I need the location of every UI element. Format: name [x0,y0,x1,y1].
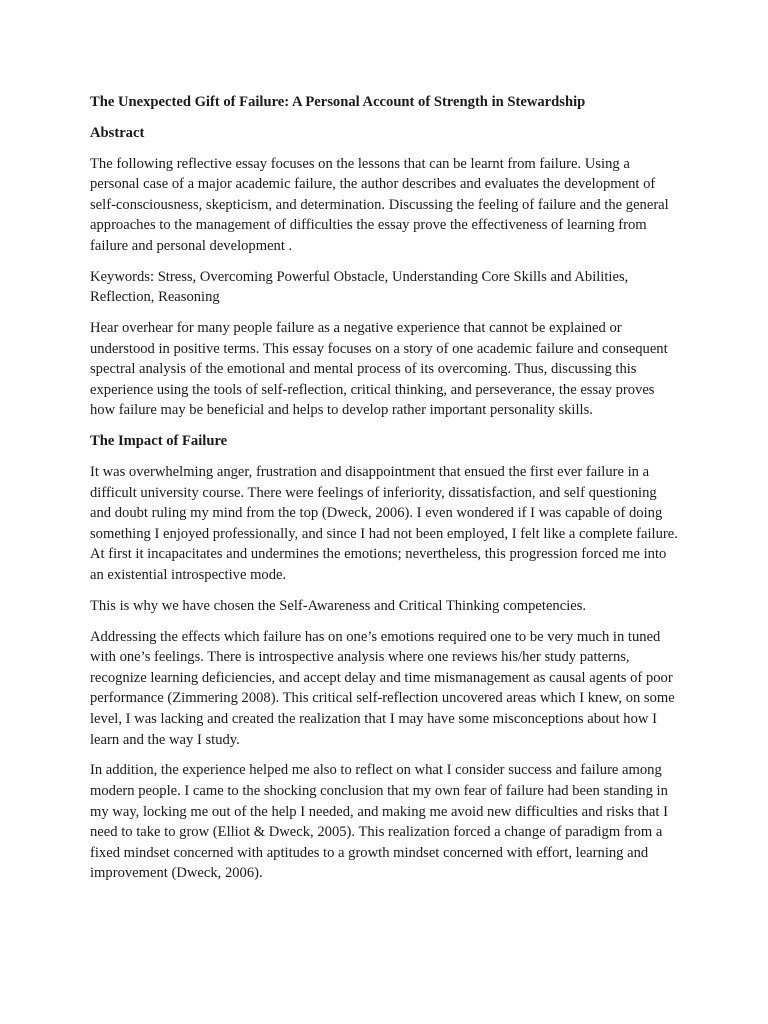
section-heading: The Impact of Failure [90,433,228,450]
body-paragraph: It was overwhelming anger, frustration and disappointment that ensued the first ever failure in a difficult university course. There were feelings of inferiority, dissatisfaction, and self questioning and doubt ruling my mind from the top (Dweck, 2006). I even wondered if I was capable of doing something I enjoyed professionally, and since I had not been employed, I felt like a complete failure. At first it incapacitates and undermines the emotions; nevertheless, this progression forced me into an existential introspective mode. [90,464,678,583]
body-paragraph: This is why we have chosen the Self-Awareness and Critical Thinking competencies. [90,597,587,614]
intro-paragraph: Hear overhear for many people failure as a negative experience that cannot be explained or understood in positive terms. This essay focuses on a story of one academic failure and consequent spectral analysis of the emotional and mental process of its overcoming. Thus, discussing this experience using the tools of self-reflection, critical thinking, and perseverance, the essay proves how failure may be beneficial and helps to develop rather important personality skills. [90,320,668,419]
abstract-heading: Abstract [90,124,145,141]
abstract-paragraph: The following reflective essay focuses on the lessons that can be learnt from failure. Using a personal case of a major academic failure, the author describes and evaluates the development of self-consciousness, skepticism, and determination. Discussing the feeling of failure and the general approaches to the management of difficulties the essay prove the effectiveness of learning from failure and personal development . [90,155,669,254]
body-paragraph: Addressing the effects which failure has on one’s emotions required one to be very much in tuned with one’s feelings. There is introspective analysis where one reviews his/her study patterns, recognize learning deficiencies, and accept delay and time mismanagement as causal agents of poor performance (Zimmering 2008). This critical self-reflection uncovered areas which I knew, on some level, I was lacking and created the realization that I may have some misconceptions about how I learn and the way I study. [90,628,675,748]
keywords-paragraph: Keywords: Stress, Overcoming Powerful Obstacle, Understanding Core Skills and Abilities, Reflection, Reasoning [90,268,629,306]
body-paragraph: In addition, the experience helped me also to reflect on what I consider success and failure among modern people. I came to the shocking conclusion that my own fear of failure had been standing in my way, locking me out of the help I needed, and making me avoid new difficulties and risks that I need to take to grow (Elliot & Dweck, 2005). This realization forced a change of paradigm from a fixed mindset concerned with aptitudes to a growth mindset concerned with effort, learning and improvement (Dweck, 2006). [90,762,668,882]
document-title: The Unexpected Gift of Failure: A Personal Account of Strength in Stewardship [90,94,586,110]
